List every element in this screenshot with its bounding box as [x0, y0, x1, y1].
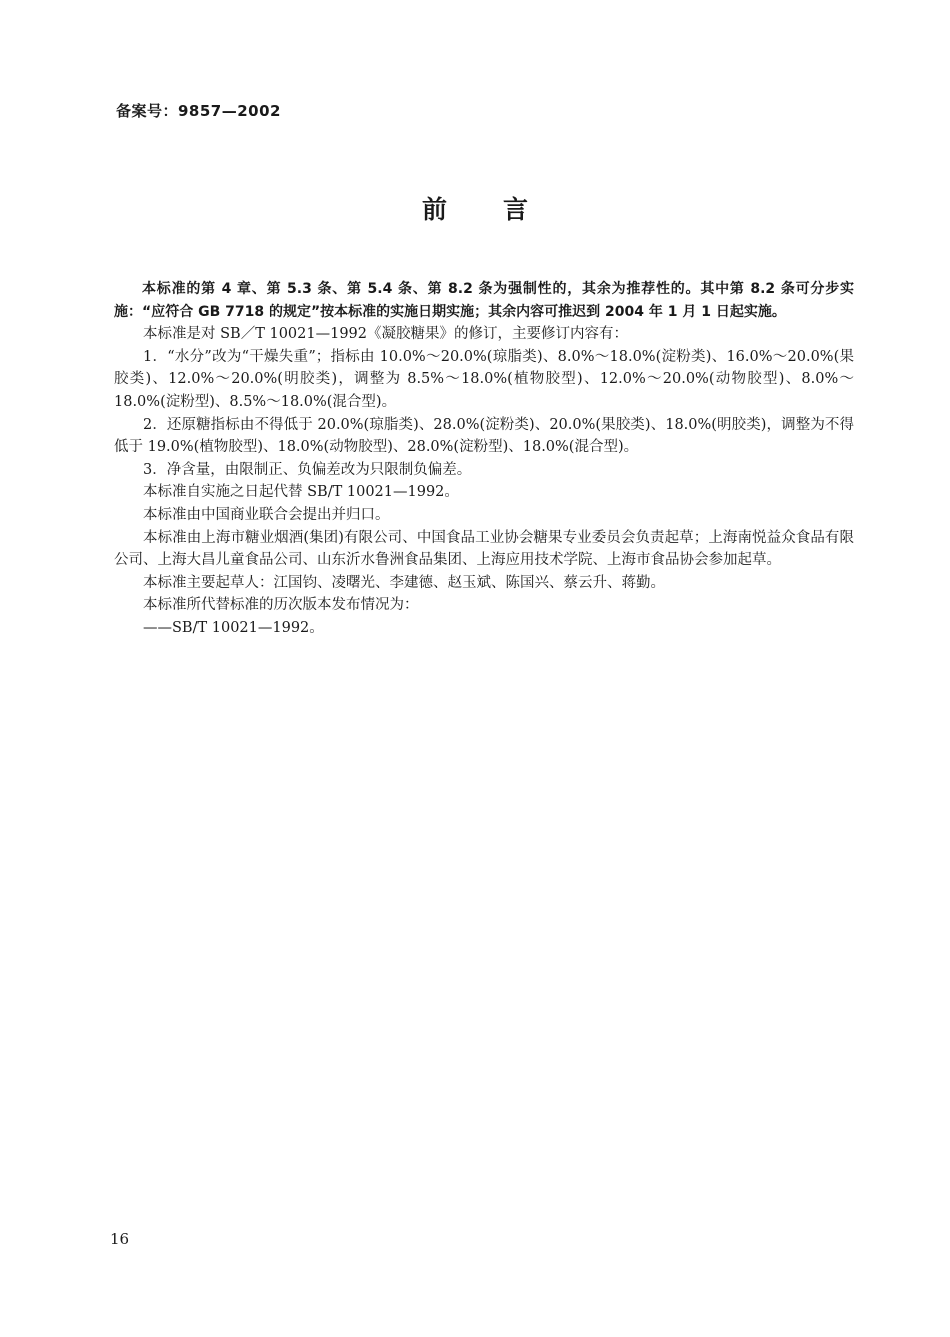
foreword-body	[114, 278, 854, 640]
paragraph-mandatory-clauses: 本标准的第 4 章、第 5.3 条、第 5.4 条、第 8.2 条为强制性的，其余为推荐性的。其中第 8.2 条可分步实施：“应符合 GB 7718 的规定”按本标准的实施日期实施；其余内容可推迟到 2004 年 1 月 1 日起实施。	[114, 281, 854, 320]
paragraph-revision-item-1: 1．“水分”改为“干燥失重”；指标由 10.0%～20.0%(琼脂类)、8.0%～18.0%(淀粉类)、16.0%～20.0%(果胶类)、12.0%～20.0%(明胶类)，调整为 8.5%～18.0%(植物胶型)、12.0%～20.0%(动物胶型)、8.0%～18.0%(淀粉型)、8.5%～18.0%(混合型)。	[114, 348, 854, 410]
paragraph-revision-item-3: 3．净含量，由限制正、负偏差改为只限制负偏差。	[143, 461, 472, 478]
page-title: 前言	[421, 195, 584, 224]
paragraph-drafted-by: 本标准由上海市糖业烟酒(集团)有限公司、中国食品工业协会糖果专业委员会负责起草；上海南悦益众食品有限公司、上海大昌儿童食品公司、山东沂水鲁洲食品集团、上海应用技术学院、上海市食品协会参加起草。	[114, 529, 854, 569]
paragraph-history-intro: 本标准所代替标准的历次版本发布情况为：	[143, 597, 419, 614]
paragraph-proposed-by: 本标准由中国商业联合会提出并归口。	[143, 506, 390, 523]
paragraph-revision-intro: 本标准是对 SB／T 10021—1992《凝胶糖果》的修订，主要修订内容有：	[143, 326, 629, 343]
record-number: 备案号：9857—2002	[116, 102, 281, 120]
page-number: 16	[110, 1230, 130, 1248]
paragraph-drafters: 本标准主要起草人：江国钧、凌曙光、李建德、赵玉斌、陈国兴、蔡云升、蒋勤。	[143, 574, 665, 591]
paragraph-history-item: ——SB/T 10021—1992。	[143, 619, 324, 636]
paragraph-revision-item-2: 2．还原糖指标由不得低于 20.0%(琼脂类)、28.0%(淀粉类)、20.0%(果胶类)、18.0%(明胶类)，调整为不得低于 19.0%(植物胶型)、18.0%(动物胶型)、28.0%(淀粉型)、18.0%(混合型)。	[114, 416, 854, 456]
paragraph-replaces: 本标准自实施之日起代替 SB/T 10021—1992。	[143, 484, 459, 501]
